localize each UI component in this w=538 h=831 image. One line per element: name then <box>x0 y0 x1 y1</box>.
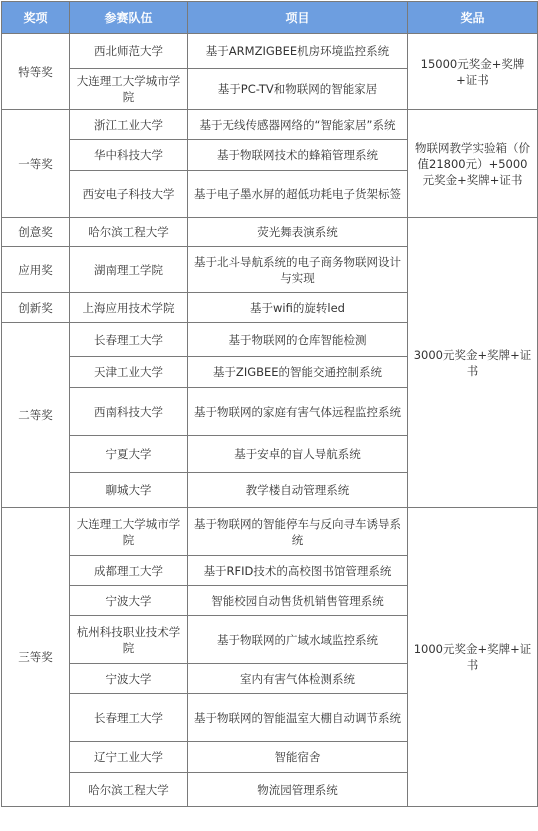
header-prize: 奖品 <box>408 2 538 34</box>
project-cell: 基于ARMZIGBEE机房环境监控系统 <box>188 34 408 69</box>
team-cell: 天津工业大学 <box>70 357 188 388</box>
team-cell: 杭州科技职业技术学院 <box>70 616 188 664</box>
prize-cell: 物联网教学实验箱（价值21800元）+5000元奖金+奖牌+证书 <box>408 110 538 218</box>
team-cell: 湖南理工学院 <box>70 247 188 293</box>
team-cell: 西安电子科技大学 <box>70 171 188 218</box>
project-cell: 基于北斗导航系统的电子商务物联网设计与实现 <box>188 247 408 293</box>
header-team: 参赛队伍 <box>70 2 188 34</box>
award-cell: 一等奖 <box>2 110 70 218</box>
project-cell: 基于ZIGBEE的智能交通控制系统 <box>188 357 408 388</box>
project-cell: 基于物联网的仓库智能检测 <box>188 323 408 357</box>
project-cell: 基于电子墨水屏的超低功耗电子货架标签 <box>188 171 408 218</box>
header-project: 项目 <box>188 2 408 34</box>
project-cell: 荧光舞表演系统 <box>188 218 408 247</box>
team-cell: 上海应用技术学院 <box>70 293 188 323</box>
awards-table <box>1 1 538 807</box>
prize-cell: 3000元奖金+奖牌+证书 <box>408 218 538 508</box>
award-cell: 三等奖 <box>2 508 70 807</box>
project-cell: 基于物联网技术的蜂箱管理系统 <box>188 140 408 171</box>
project-cell: 基于PC-TV和物联网的智能家居 <box>188 69 408 110</box>
team-cell: 浙江工业大学 <box>70 110 188 140</box>
team-cell: 大连理工大学城市学院 <box>70 69 188 110</box>
header-award: 奖项 <box>2 2 70 34</box>
team-cell: 西南科技大学 <box>70 388 188 436</box>
team-cell: 宁波大学 <box>70 586 188 616</box>
project-cell: 基于物联网的家庭有害气体远程监控系统 <box>188 388 408 436</box>
project-cell: 智能校园自动售货机销售管理系统 <box>188 586 408 616</box>
team-cell: 长春理工大学 <box>70 694 188 742</box>
award-cell: 创意奖 <box>2 218 70 247</box>
table-row <box>2 110 538 140</box>
team-cell: 华中科技大学 <box>70 140 188 171</box>
project-cell: 室内有害气体检测系统 <box>188 664 408 694</box>
table-row <box>2 218 538 247</box>
team-cell: 大连理工大学城市学院 <box>70 508 188 556</box>
award-cell: 创新奖 <box>2 293 70 323</box>
team-cell: 成都理工大学 <box>70 556 188 586</box>
table-row <box>2 508 538 556</box>
team-cell: 宁波大学 <box>70 664 188 694</box>
award-cell: 二等奖 <box>2 323 70 508</box>
project-cell: 基于wifi的旋转led <box>188 293 408 323</box>
project-cell: 智能宿舍 <box>188 742 408 773</box>
project-cell: 基于物联网的智能停车与反向寻车诱导系统 <box>188 508 408 556</box>
team-cell: 聊城大学 <box>70 473 188 508</box>
award-cell: 应用奖 <box>2 247 70 293</box>
project-cell: 基于物联网的智能温室大棚自动调节系统 <box>188 694 408 742</box>
prize-cell: 15000元奖金+奖牌+证书 <box>408 34 538 110</box>
header-row <box>2 2 538 34</box>
project-cell: 基于物联网的广域水域监控系统 <box>188 616 408 664</box>
team-cell: 哈尔滨工程大学 <box>70 218 188 247</box>
table-row <box>2 34 538 69</box>
project-cell: 基于RFID技术的高校图书馆管理系统 <box>188 556 408 586</box>
project-cell: 教学楼自动管理系统 <box>188 473 408 508</box>
team-cell: 哈尔滨工程大学 <box>70 773 188 807</box>
team-cell: 宁夏大学 <box>70 436 188 473</box>
project-cell: 基于安卓的盲人导航系统 <box>188 436 408 473</box>
prize-cell: 1000元奖金+奖牌+证书 <box>408 508 538 807</box>
award-cell: 特等奖 <box>2 34 70 110</box>
team-cell: 长春理工大学 <box>70 323 188 357</box>
team-cell: 西北师范大学 <box>70 34 188 69</box>
project-cell: 基于无线传感器网络的“智能家居”系统 <box>188 110 408 140</box>
team-cell: 辽宁工业大学 <box>70 742 188 773</box>
project-cell: 物流园管理系统 <box>188 773 408 807</box>
